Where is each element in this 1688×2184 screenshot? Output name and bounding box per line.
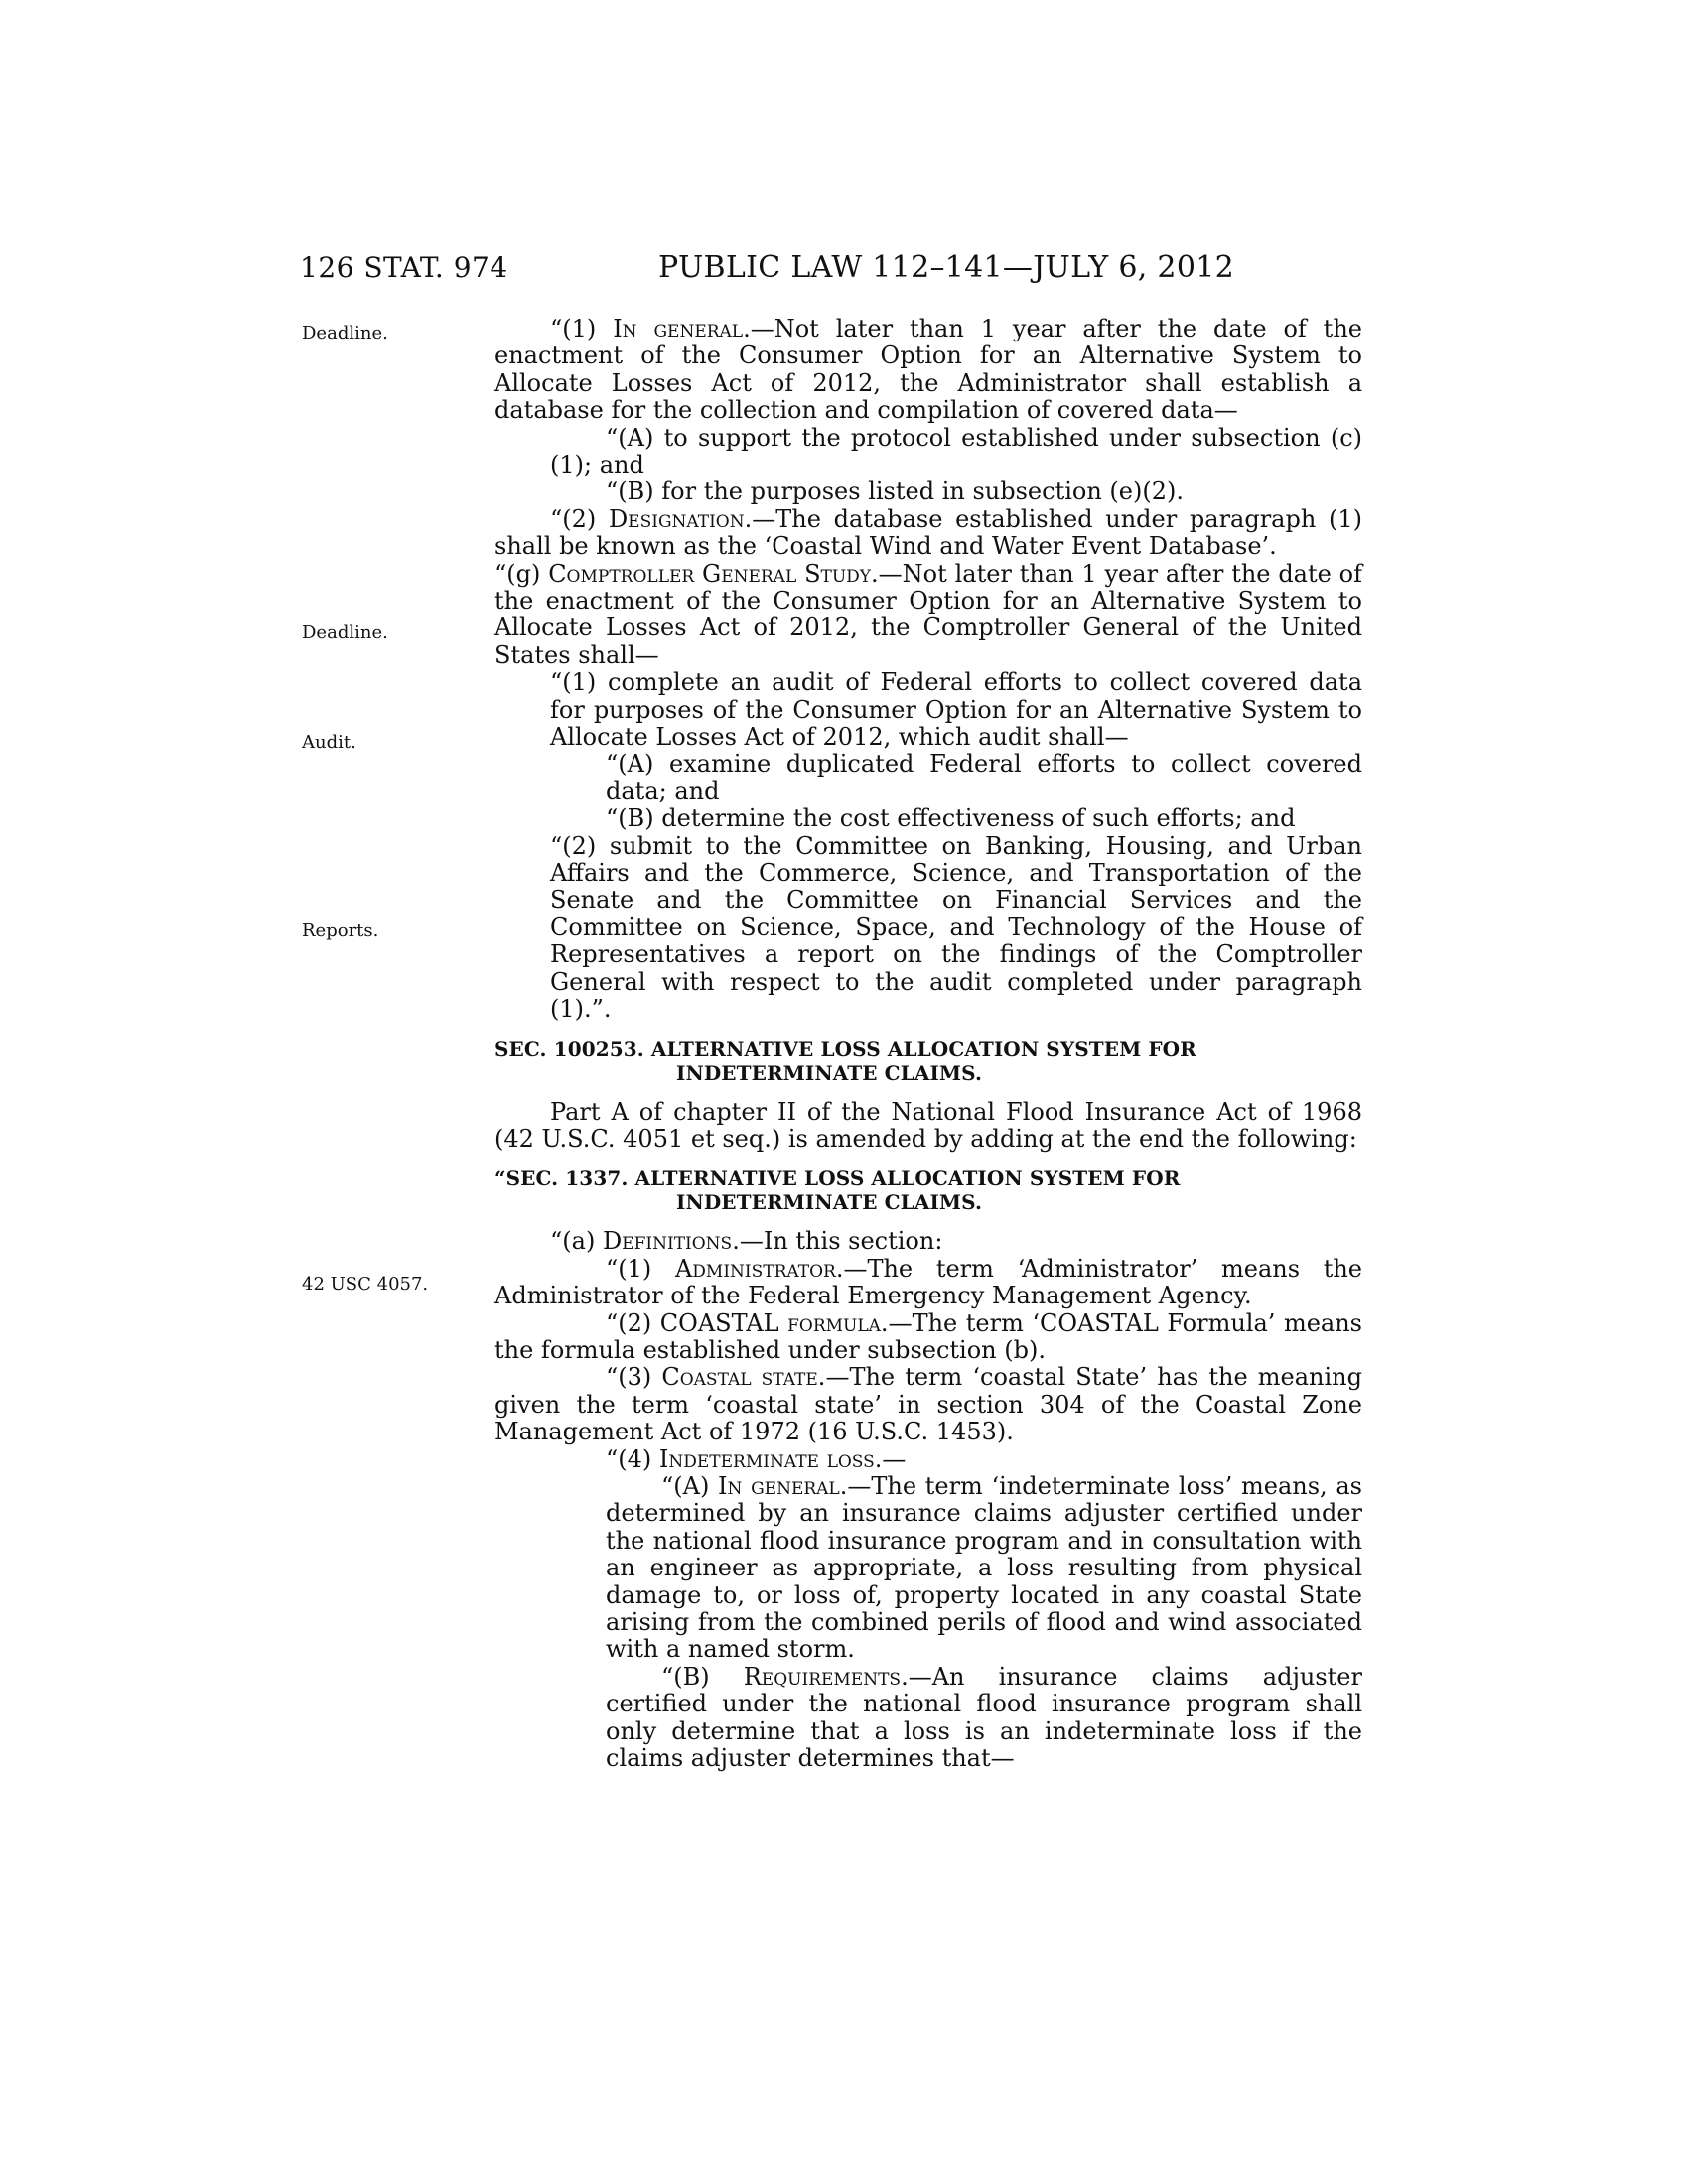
paragraph-g2: “(2) submit to the Committee on Banking, Housing, and Urban Affairs and the Commerce, Science, and Transportation of the Senate and the Committee on Financial Services and the Committee on Science, Space, and Technology of the House of Representatives a report on the findings of the Comptroller General with respect to the audit completed under paragraph (1).”.	[550, 831, 1362, 1024]
body-text	[494, 316, 1362, 1773]
stat-citation: 126 STAT. 974	[300, 251, 508, 284]
subparagraph-g1-a: “(A) examine duplicated Federal efforts to collect covered data; and	[606, 750, 1362, 805]
subsection-g: “(g) Comptroller General Study.—Not later than 1 year after the date of the enactment of the Consumer Option for an Alternative System to Allocate Losses Act of 2012, the Comptroller General of the United States shall—	[494, 559, 1362, 669]
section-heading-1337: “SEC. 1337. ALTERNATIVE LOSS ALLOCATION SYSTEM FOR INDETERMINATE CLAIMS.	[494, 1166, 1181, 1215]
paragraph-a2: “(2) COASTAL formula.—The term ‘COASTAL Formula’ means the formula established under subsection (b).	[494, 1308, 1362, 1364]
page-title: PUBLIC LAW 112–141—JULY 6, 2012	[658, 250, 1234, 285]
amendment-intro: Part A of chapter II of the National Flood Insurance Act of 1968 (42 U.S.C. 4051 et seq.) is amended by adding at the end the following:	[494, 1097, 1362, 1153]
subsection-a: “(a) Definitions.—In this section:	[550, 1227, 943, 1256]
subparagraph-f1-b: “(B) for the purposes listed in subsection (e)(2).	[606, 478, 1184, 506]
paragraph-a4: “(4) Indeterminate loss.—	[606, 1444, 907, 1473]
margin-note-deadline: Deadline.	[302, 622, 388, 643]
paragraph-a3: “(3) Coastal state.—The term ‘coastal State’ has the meaning given the term ‘coastal state’ in section 304 of the Coastal Zone Management Act of 1972 (16 U.S.C. 1453).	[494, 1363, 1362, 1446]
paragraph-f2: “(2) Designation.—The database established under paragraph (1) shall be known as the ‘Coastal Wind and Water Event Database’.	[494, 504, 1362, 561]
margin-note-reports: Reports.	[302, 920, 379, 941]
margin-note-usc: 42 USC 4057.	[302, 1274, 429, 1295]
paragraph-f1: “(1) In general.—Not later than 1 year after the date of the enactment of the Consumer Option for an Alternative System to Allocate Losses Act of 2012, the Administrator shall establish a database for the collection and compilation of covered data—	[494, 315, 1362, 425]
paragraph-g1: “(1) complete an audit of Federal efforts to collect covered data for purposes of the Consumer Option for an Alternative System to Allocate Losses Act of 2012, which audit shall—	[550, 668, 1362, 751]
paragraph-a1: “(1) Administrator.—The term ‘Administrator’ means the Administrator of the Federal Emergency Management Agency.	[494, 1254, 1362, 1310]
margin-note-deadline: Deadline.	[302, 323, 388, 343]
subparagraph-f1-a: “(A) to support the protocol established under subsection (c)(1); and	[550, 423, 1362, 479]
subparagraph-g1-b: “(B) determine the cost effectiveness of such efforts; and	[606, 804, 1296, 833]
subparagraph-a4-b: “(B) Requirements.—An insurance claims adjuster certified under the national flood insurance program shall only determine that a loss is an indeterminate loss if the claims adjuster determines that—	[606, 1662, 1362, 1773]
section-heading-100253: SEC. 100253. ALTERNATIVE LOSS ALLOCATION SYSTEM FOR INDETERMINATE CLAIMS.	[494, 1036, 1196, 1085]
subparagraph-a4-a: “(A) In general.—The term ‘indeterminate loss’ means, as determined by an insurance claims adjuster certified under the national flood insurance program and in consultation with an engineer as appropriate, a loss resulting from physical damage to, or loss of, property located in any coastal State arising from the combined perils of flood and wind associated with a named storm.	[606, 1472, 1362, 1664]
margin-note-audit: Audit.	[302, 732, 356, 752]
